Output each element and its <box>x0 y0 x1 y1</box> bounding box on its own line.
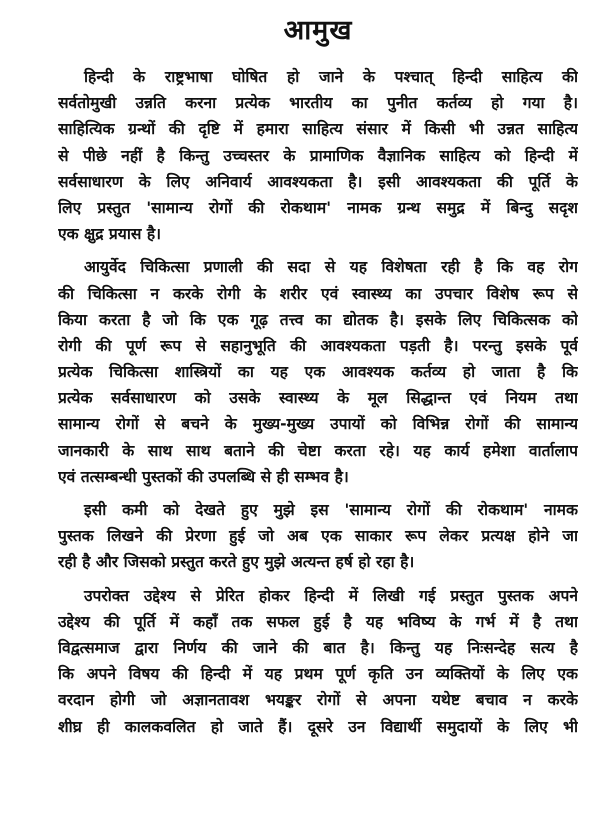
paragraph-line: साहित्यिक ग्रन्थों की दृष्टि में हमारा साहित्य संसार में किसी भी उन्नत साहित्य <box>58 120 578 139</box>
paragraph-line: वरदान होगी जो अज्ञानतावश भयङ्कर रोगों से अपना यथेष्ट बचाव न करके <box>58 691 578 710</box>
page-title: आमुख <box>283 15 353 46</box>
paragraph-3 <box>58 497 578 576</box>
paragraph-line: सामान्य रोगों से बचने के मुख्य-मुख्य उपायों को विभिन्न रोगों की सामान्य <box>58 415 578 434</box>
paragraph-line: रोगी की पूर्ण रूप से सहानुभूति की आवश्यकता पड़ती है। परन्तु इसके पूर्व <box>58 336 578 355</box>
paragraph-line: उपरोक्त उद्देश्य से प्रेरित होकर हिन्दी में लिखी गई प्रस्तुत पुस्तक अपने <box>84 586 578 605</box>
paragraph-line: हिन्दी के राष्ट्रभाषा घोषित हो जाने के पश्चात् हिन्दी साहित्य की <box>84 68 578 86</box>
paragraph-line: रही है और जिसको प्रस्तुत करते हुए मुझे अत्यन्त हर्ष हो रहा है। <box>58 553 415 572</box>
paragraph-line: की चिकित्सा न करके रोगी के शरीर एवं स्वास्थ्य का उपचार विशेष रूप से <box>58 284 578 303</box>
paragraph-line: से पीछे नहीं है किन्तु उच्चस्तर के प्रामाणिक वैज्ञानिक साहित्य को हिन्दी में <box>58 146 578 165</box>
paragraph-line: सर्वतोमुखी उन्नति करना प्रत्येक भारतीय का पुनीत कर्तव्य हो गया है। <box>58 94 578 113</box>
paragraph-line: शीघ्र ही कालकवलित हो जाते हैं। दूसरे उन विद्यार्थी समुदायों के लिए भी <box>58 717 578 736</box>
paragraph-line: सर्वसाधारण के लिए अनिवार्य आवश्यकता है। इसी आवश्यकता की पूर्ति के <box>58 172 578 191</box>
paragraph-line: आयुर्वेद चिकित्सा प्रणाली की सदा से यह विशेषता रही है कि वह रोग <box>84 258 578 277</box>
paragraph-1 <box>58 64 578 247</box>
paragraph-2 <box>58 254 578 490</box>
paragraph-line: एवं तत्सम्बन्धी पुस्तकों की उपलब्धि से ही सम्भव है। <box>58 467 349 486</box>
paragraph-line: प्रत्येक चिकित्सा शास्त्रियों का यह एक आवश्यक कर्तव्य हो जाता है कि <box>58 363 578 382</box>
paragraph-line: उद्देश्य की पूर्ति में कहाँ तक सफल हुई है यह भविष्य के गर्भ में है तथा <box>58 612 578 631</box>
paragraph-line: जानकारी के साथ साथ बताने की चेष्टा करता रहे। यह कार्य हमेशा वार्तालाप <box>58 441 578 460</box>
paragraph-line: एक क्षुद्र प्रयास है। <box>58 225 162 244</box>
paragraph-line: किया करता है जो कि एक गूढ़ तत्त्व का द्योतक है। इसके लिए चिकित्सक को <box>58 310 578 329</box>
paragraph-line: लिए प्रस्तुत 'सामान्य रोगों की रोकथाम' नामक ग्रन्थ समुद्र में बिन्दु सदृश <box>58 198 578 217</box>
paragraph-line: प्रत्येक सर्वसाधारण को उसके स्वास्थ्य के मूल सिद्धान्त एवं नियम तथा <box>58 389 578 408</box>
paragraph-line: इसी कमी को देखते हुए मुझे इस 'सामान्य रोगों की रोकथाम' नामक <box>84 501 578 519</box>
paragraph-line: विद्वत्समाज द्वारा निर्णय की जाने की बात है। किन्तु यह निःसन्देह सत्य है <box>58 638 578 657</box>
paragraph-4 <box>58 583 578 740</box>
paragraph-line: कि अपने विषय की हिन्दी में यह प्रथम पूर्ण कृति उन व्यक्तियों के लिए एक <box>58 665 578 684</box>
paragraph-line: पुस्तक लिखने की प्रेरणा हुई जो अब एक साकार रूप लेकर प्रत्यक्ष होने जा <box>58 527 578 546</box>
